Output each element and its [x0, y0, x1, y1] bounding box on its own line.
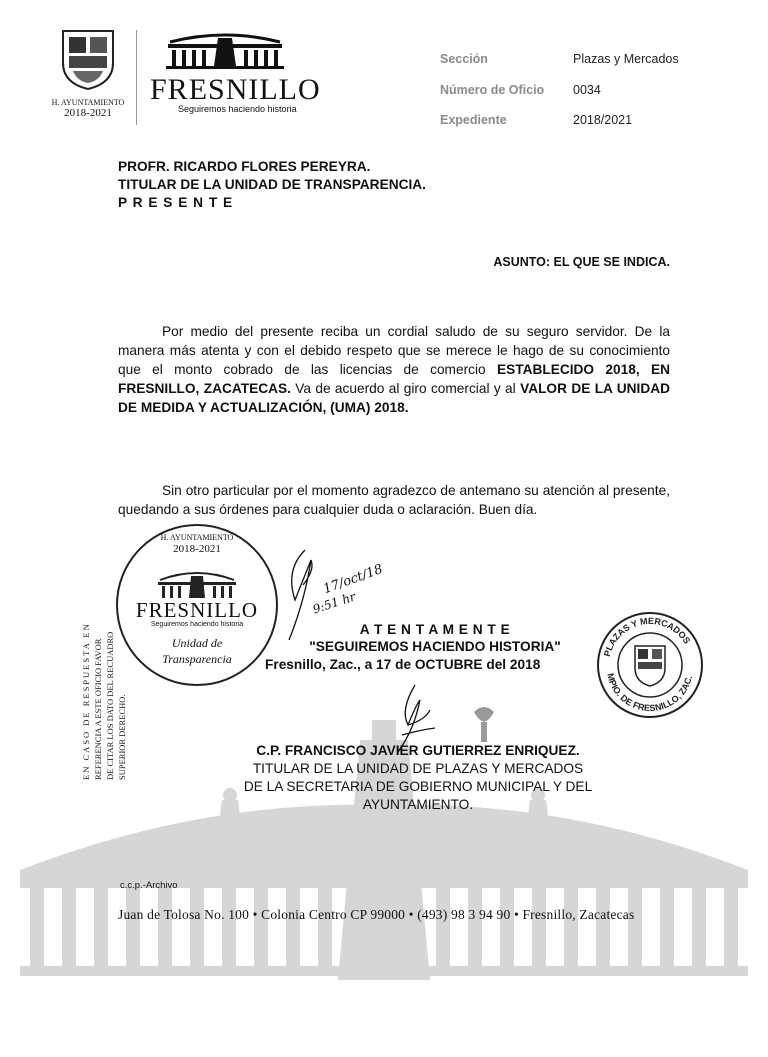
p1-text-a: Por medio del presente reciba un cordial saludo de su seguro servidor. De la manera más atenta y con el debido respeto que se merece le hago de su conocimiento que el monto cobrado de las licencias de comercio	[118, 324, 670, 377]
cc-archive: c.c.p.-Archivo	[120, 880, 178, 891]
side-note-line4: SUPERIOR DERECHO.	[117, 694, 127, 780]
file-value: 2018/2021	[573, 113, 633, 127]
recipient-present: P R E S E N T E	[118, 195, 234, 210]
closing-place-date: Fresnillo, Zac., a 17 de OCTUBRE del 2018	[265, 657, 541, 672]
office-number-label: Número de Oficio	[440, 83, 545, 97]
plazas-mercados-stamp	[595, 610, 705, 720]
signer-name: C.P. FRANCISCO JAVIER GUTIERREZ ENRIQUEZ.	[256, 743, 580, 758]
logo-slogan: Seguiremos haciendo historia	[178, 104, 297, 114]
p1-text-c: Va de acuerdo al giro comercial y al	[290, 381, 521, 396]
stamp-ring-top-text: PLAZAS Y MERCADOS	[601, 615, 693, 658]
body-paragraph-1	[118, 322, 670, 417]
received-time: 9:51 hr	[310, 589, 358, 617]
closing-regards: A T E N T A M E N T E	[359, 622, 511, 637]
section-value: Plazas y Mercados	[573, 52, 679, 66]
stamp-name: FRESNILLO	[135, 598, 259, 622]
signer-title-line1: TITULAR DE LA UNIDAD DE PLAZAS Y MERCADOS	[252, 761, 584, 776]
side-reference-note	[80, 580, 132, 780]
subject-line: ASUNTO: EL QUE SE INDICA.	[493, 255, 670, 269]
stamp-unit-line2: Transparencia	[162, 652, 232, 666]
section-label: Sección	[440, 52, 488, 66]
p1-text-b: ESTABLECIDO 2018, EN FRESNILLO, ZACATECAS.	[118, 362, 670, 396]
recipient-title: TITULAR DE LA UNIDAD DE TRANSPARENCIA.	[118, 177, 426, 192]
stamp-unit-line1: Unidad de	[171, 636, 223, 650]
municipal-seal	[50, 25, 126, 119]
signer-title-line3: AYUNTAMIENTO.	[362, 797, 474, 812]
seal-caption: H. AYUNTAMIENTO	[51, 98, 125, 107]
fresnillo-logo	[150, 28, 320, 114]
signer-title-line2: DE LA SECRETARIA DE GOBIERNO MUNICIPAL Y DEL	[243, 779, 593, 794]
closing-slogan: "SEGUIREMOS HACIENDO HISTORIA"	[309, 639, 561, 654]
received-date: 17/oct/18	[321, 561, 385, 598]
stamp-slogan: Seguiremos haciendo historia	[150, 621, 244, 628]
side-note-line1: EN CASO DE RESPUESTA EN	[81, 622, 91, 780]
recipient-name: PROFR. RICARDO FLORES PEREYRA.	[118, 159, 371, 174]
stamp-top-text: H. AYUNTAMIENTO	[160, 533, 234, 542]
stamp-ring-bottom-text: MPIO. DE FRESNILLO, ZAC.	[605, 672, 695, 714]
logo-name: FRESNILLO	[150, 73, 321, 106]
coat-of-arms-icon	[55, 25, 121, 91]
monument-logo-icon	[150, 28, 300, 70]
p1-text-d: VALOR DE LA UNIDAD DE MEDIDA Y ACTUALIZACIÓN, (UMA) 2018.	[118, 381, 671, 415]
side-note-line2: REFERENCIA A ESTE OFICIO FAVOR	[93, 638, 103, 780]
header-divider	[136, 30, 137, 125]
transparency-stamp	[112, 520, 282, 690]
seal-years: 2018-2021	[64, 107, 112, 119]
office-number-value: 0034	[573, 83, 601, 97]
side-note-line3: DE CITAR LOS DATO DEL RECUADRO	[105, 631, 115, 780]
footer-address: Juan de Tolosa No. 100 • Colonia Centro CP 99000 • (493) 98 3 94 90 • Fresnillo, Zacatecas	[118, 907, 635, 922]
body-paragraph-2: Sin otro particular por el momento agradezco de antemano su atención al presente, quedando a sus órdenes para cualquier duda o aclaración. Buen día.	[118, 483, 670, 517]
stamp-years: 2018-2021	[173, 543, 221, 555]
file-label: Expediente	[440, 113, 507, 127]
stamp-ring-icon	[595, 610, 705, 720]
